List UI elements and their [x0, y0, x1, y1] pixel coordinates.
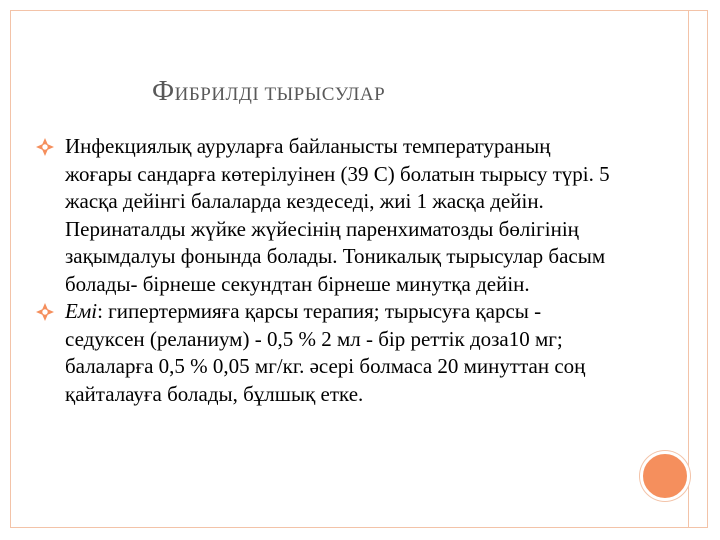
star-bullet-icon — [36, 138, 54, 156]
list-item-body: : гипертермияға қарсы терапия; тырысуға қарсы - седуксен (реланиум) - 0,5 % 2 мл - бір реттік доза10 мг; балаларға 0,5 % 0,05 мг/кг. әсері болмаса 20 минуттан соң қайталауға болады, бұлшық етке. — [65, 299, 586, 406]
slide-title — [152, 76, 385, 108]
list-item-text: Инфекциялық ауруларға байланысты температураның жоғары сандарға көтерілуінен (39 С) болатын тырысу түрі. 5 жасқа дейінгі балаларда кездеседі, жиі 1 жасқа дейін. Перинаталды жүйке жүйесінің паренхиматозды бөлігінің зақымдалуы фонында болады. Тоникалық тырысулар басым болады- бірнеше секундтан бірнеше минутқа дейін. — [65, 134, 610, 296]
bullet-list — [36, 133, 616, 408]
title-first-letter: Ф — [152, 76, 175, 107]
star-bullet-icon — [36, 303, 54, 321]
list-item-text — [65, 298, 616, 408]
frame-vertical-line — [688, 10, 689, 528]
list-item — [36, 298, 616, 408]
title-rest: ИБРИЛДІ ТЫРЫСУЛАР — [174, 84, 386, 105]
list-item-lead: Емі — [65, 299, 98, 323]
decorative-circle — [640, 451, 690, 501]
list-item — [36, 133, 616, 298]
